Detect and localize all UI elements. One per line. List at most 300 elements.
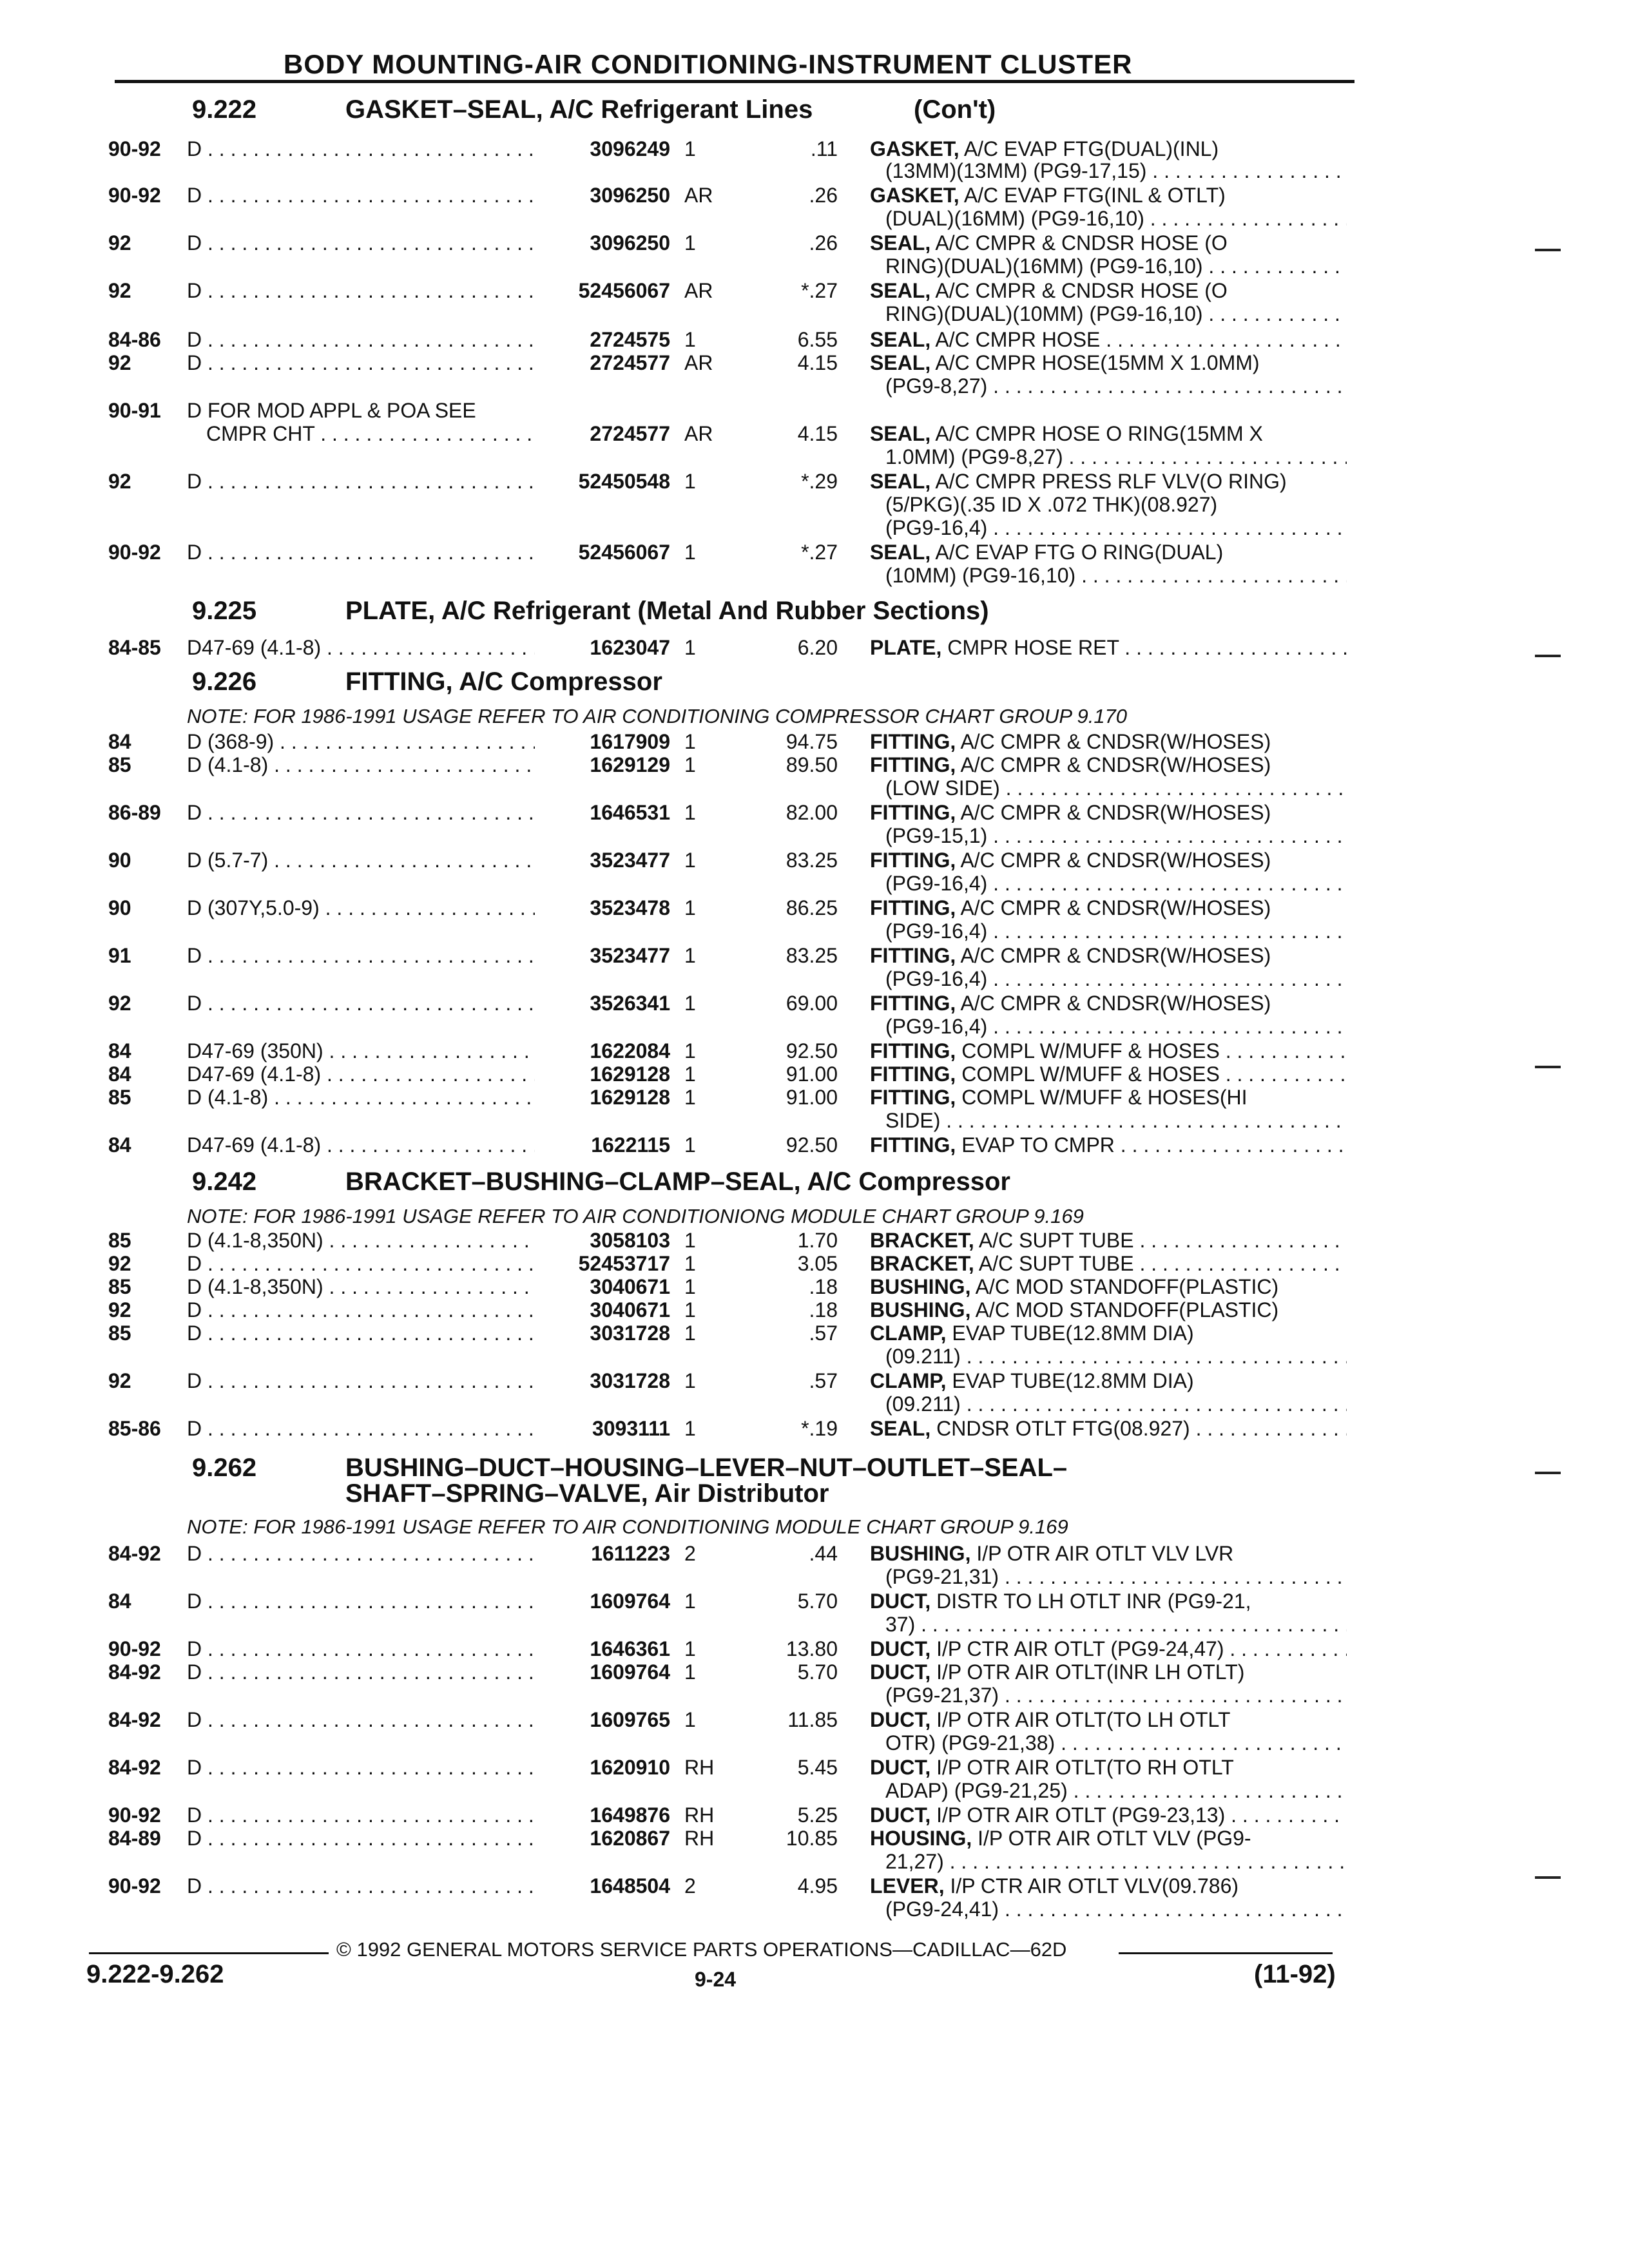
quantity: 1	[684, 1321, 696, 1345]
price: 13.80	[786, 1637, 838, 1660]
price: .26	[809, 231, 838, 255]
part-number: 1648504	[590, 1874, 670, 1898]
part-name: PLATE,	[870, 636, 942, 659]
part-number: 1646361	[590, 1637, 670, 1660]
description-line: A/C CMPR & CNDSR(W/HOSES)	[960, 801, 1271, 824]
description-line: (PG9-16,4) . . .	[885, 515, 1347, 540]
application: D . . .	[187, 183, 535, 207]
part-name: BRACKET,	[870, 1229, 974, 1252]
part-number: 3040671	[590, 1298, 670, 1321]
price: 91.00	[786, 1086, 838, 1109]
description-line: (09.211) . . .	[885, 1344, 1347, 1369]
price: 5.45	[797, 1756, 838, 1779]
part-number: 3058103	[590, 1229, 670, 1252]
part-number: 1649876	[590, 1803, 670, 1827]
description-line: RING)(DUAL)(16MM) (PG9-16,10) . . .	[885, 254, 1347, 278]
quantity: 1	[684, 231, 696, 255]
description-line: OTR) (PG9-21,38) . . .	[885, 1731, 1347, 1755]
part-name: SEAL,	[870, 231, 931, 255]
description-line: A/C EVAP FTG(DUAL)(INL)	[963, 137, 1219, 160]
part-name: DUCT,	[870, 1708, 931, 1731]
year-range: 84	[108, 1590, 131, 1613]
year-range: 85	[108, 1086, 131, 1109]
description-line: A/C CMPR & CNDSR HOSE (O	[935, 231, 1228, 255]
section-note: NOTE: FOR 1986-1991 USAGE REFER TO AIR CONDITIONING MODULE CHART GROUP 9.169	[187, 1515, 1068, 1538]
part-name: SEAL,	[870, 351, 931, 374]
description-line: I/P OTR AIR OTLT(TO LH OTLT	[936, 1708, 1231, 1731]
price: 69.00	[786, 992, 838, 1015]
price: 86.25	[786, 896, 838, 919]
part-number: 1629128	[590, 1062, 670, 1086]
section-number: 9.226	[192, 668, 257, 696]
section-number: 9.225	[192, 597, 257, 625]
application: D . . .	[187, 1755, 535, 1780]
price: 83.25	[786, 944, 838, 967]
application: D . . .	[187, 1298, 535, 1322]
description	[870, 1062, 1347, 1086]
year-range: 92	[108, 1369, 131, 1392]
description	[870, 943, 1271, 968]
application: D . . .	[187, 1707, 535, 1732]
year-range: 86-89	[108, 801, 161, 824]
description	[870, 469, 1287, 494]
description-line: I/P OTR AIR OTLT(TO RH OTLT	[936, 1756, 1234, 1779]
year-range: 90	[108, 896, 131, 919]
price: .11	[810, 137, 838, 160]
part-number: 1622084	[590, 1039, 670, 1062]
year-range: 90	[108, 849, 131, 872]
part-number: 1609764	[590, 1590, 670, 1613]
application: D (4.1-8,350N) . . .	[187, 1274, 535, 1299]
page-header-title: BODY MOUNTING-AIR CONDITIONING-INSTRUMENT CLUSTER	[284, 49, 1133, 79]
application: D (4.1-8) . . .	[187, 1085, 535, 1110]
part-number: 3040671	[590, 1275, 670, 1298]
year-range: 84	[108, 1133, 131, 1157]
footer-rule-right	[1119, 1952, 1333, 1954]
description	[870, 231, 1228, 255]
year-range: 84-85	[108, 636, 161, 659]
description	[870, 1637, 1347, 1661]
description	[870, 1755, 1234, 1780]
year-range: 84-92	[108, 1660, 161, 1684]
application: D47-69 (4.1-8) . . .	[187, 1133, 535, 1157]
description-line: A/C CMPR & CNDSR(W/HOSES)	[960, 992, 1271, 1015]
margin-tick	[1535, 1472, 1561, 1474]
quantity: 1	[684, 896, 696, 919]
description-line: COMPL W/MUFF & HOSES(HI	[961, 1086, 1248, 1109]
description-line: I/P OTR AIR OTLT (PG9-23,13)	[936, 1803, 1226, 1827]
part-number: 1620910	[590, 1756, 670, 1779]
description	[870, 1085, 1247, 1110]
quantity: AR	[684, 184, 713, 207]
part-name: SEAL,	[870, 279, 931, 302]
description	[870, 278, 1228, 303]
part-number: 3526341	[590, 992, 670, 1015]
year-range: 84-92	[108, 1756, 161, 1779]
part-number: 2724577	[590, 351, 670, 374]
part-name: FITTING,	[870, 1062, 956, 1086]
price: 83.25	[786, 849, 838, 872]
price: 1.70	[797, 1229, 838, 1252]
price: *.27	[801, 279, 838, 302]
footer-date: (11-92)	[1254, 1960, 1336, 1988]
part-number: 3523478	[590, 896, 670, 919]
part-number: 3096250	[590, 184, 670, 207]
description-line: COMPL W/MUFF & HOSES	[961, 1039, 1220, 1062]
application: D (368-9) . . .	[187, 729, 535, 754]
application: D (4.1-8,350N) . . .	[187, 1228, 535, 1253]
quantity: 1	[684, 328, 696, 351]
price: 3.05	[797, 1252, 838, 1275]
quantity: 1	[684, 753, 696, 776]
description	[870, 729, 1271, 754]
application: D FOR MOD APPL & POA SEE	[187, 399, 476, 422]
description-line: DISTR TO LH OTLT INR (PG9-21,	[936, 1590, 1251, 1613]
part-name: DUCT,	[870, 1637, 931, 1660]
description-line: RING)(DUAL)(10MM) (PG9-16,10) . . .	[885, 302, 1347, 326]
quantity: 1	[684, 137, 696, 160]
quantity: 1	[684, 1275, 696, 1298]
year-range: 92	[108, 351, 131, 374]
description-line: A/C MOD STANDOFF(PLASTIC)	[975, 1275, 1279, 1298]
application: D (4.1-8) . . .	[187, 753, 535, 777]
application: D . . .	[187, 327, 535, 352]
price: *.27	[801, 541, 838, 564]
part-name: DUCT,	[870, 1803, 931, 1827]
year-range: 92	[108, 279, 131, 302]
description-line: A/C CMPR HOSE(15MM X 1.0MM)	[935, 351, 1260, 374]
year-range: 92	[108, 470, 131, 493]
year-range: 85	[108, 1321, 131, 1345]
section-note: NOTE: FOR 1986-1991 USAGE REFER TO AIR CONDITIONIONG MODULE CHART GROUP 9.169	[187, 1205, 1084, 1227]
part-number: 3031728	[590, 1321, 670, 1345]
description	[870, 896, 1271, 920]
price: .57	[809, 1369, 838, 1392]
price: 94.75	[786, 730, 838, 753]
year-range: 91	[108, 944, 131, 967]
price: 92.50	[786, 1133, 838, 1157]
description	[870, 1660, 1244, 1684]
quantity: 2	[684, 1542, 696, 1565]
price: 92.50	[786, 1039, 838, 1062]
description-line: A/C CMPR HOSE	[935, 328, 1101, 351]
description-line: 21,27) . . .	[885, 1849, 1347, 1874]
quantity: 1	[684, 1252, 696, 1275]
description	[870, 635, 1347, 660]
application: D . . .	[187, 943, 535, 968]
part-name: FITTING,	[870, 849, 956, 872]
price: 89.50	[786, 753, 838, 776]
part-number: 1609764	[590, 1660, 670, 1684]
quantity: 1	[684, 541, 696, 564]
description-line: (09.211) . . .	[885, 1392, 1347, 1416]
year-range: 90-92	[108, 184, 161, 207]
quantity: AR	[684, 351, 713, 374]
price: .18	[809, 1275, 838, 1298]
description	[870, 1589, 1251, 1613]
description-line: (PG9-21,37) . . .	[885, 1683, 1347, 1707]
part-number: 1623047	[590, 636, 670, 659]
price: 4.15	[797, 351, 838, 374]
year-range: 92	[108, 992, 131, 1015]
footer-rule-left	[89, 1952, 329, 1954]
section-note: NOTE: FOR 1986-1991 USAGE REFER TO AIR CONDITIONING COMPRESSOR CHART GROUP 9.170	[187, 705, 1128, 727]
margin-tick	[1535, 655, 1561, 657]
section-title: FITTING, A/C Compressor	[345, 668, 662, 696]
part-name: DUCT,	[870, 1590, 931, 1613]
year-range: 84-89	[108, 1827, 161, 1850]
part-name: FITTING,	[870, 753, 956, 776]
price: 11.85	[787, 1708, 838, 1731]
part-number: 52456067	[578, 541, 670, 564]
margin-tick	[1535, 1066, 1561, 1068]
application: D . . .	[187, 800, 535, 825]
description-line: A/C CMPR & CNDSR(W/HOSES)	[960, 753, 1271, 776]
part-number: 3523477	[590, 944, 670, 967]
year-range: 90-92	[108, 1803, 161, 1827]
description	[870, 1707, 1230, 1732]
description	[870, 1541, 1233, 1566]
description-line: A/C CMPR & CNDSR(W/HOSES)	[960, 896, 1271, 919]
quantity: RH	[684, 1803, 715, 1827]
quantity: 1	[684, 1660, 696, 1684]
year-range: 90-91	[108, 399, 161, 422]
price: .18	[809, 1298, 838, 1321]
application: D . . .	[187, 1660, 535, 1684]
part-number: 1611223	[591, 1542, 670, 1565]
description-line: I/P CTR AIR OTLT VLV(09.786)	[950, 1874, 1239, 1898]
description	[870, 1369, 1194, 1393]
part-name: SEAL,	[870, 1417, 931, 1440]
description-line: A/C CMPR & CNDSR HOSE (O	[935, 279, 1228, 302]
description-line: I/P CTR AIR OTLT (PG9-24,47)	[936, 1637, 1224, 1660]
application: D . . .	[187, 231, 535, 255]
section-title: BRACKET–BUSHING–CLAMP–SEAL, A/C Compressor	[345, 1168, 1010, 1196]
part-number: 1622115	[591, 1133, 670, 1157]
description-line: (10MM) (PG9-16,10) . . .	[885, 563, 1347, 588]
application: D47-69 (350N) . . .	[187, 1039, 535, 1063]
part-name: LEVER,	[870, 1874, 945, 1898]
year-range: 90-92	[108, 541, 161, 564]
part-number: 3093111	[592, 1417, 670, 1440]
margin-tick	[1535, 249, 1561, 251]
section-number: 9.242	[192, 1168, 257, 1196]
description-line: (5/PKG)(.35 ID X .072 THK)(08.927)	[885, 493, 1218, 516]
price: *.29	[801, 470, 838, 493]
description-line: (DUAL)(16MM) (PG9-16,10) . . .	[885, 206, 1347, 231]
year-range: 84-86	[108, 328, 161, 351]
application: D . . .	[187, 469, 535, 494]
application-continued: CMPR CHT . . .	[206, 421, 535, 446]
description	[870, 1133, 1347, 1157]
quantity: 1	[684, 1086, 696, 1109]
description-line: (PG9-16,4) . . .	[885, 871, 1347, 896]
year-range: 85-86	[108, 1417, 161, 1440]
part-number: 3096250	[590, 231, 670, 255]
quantity: 1	[684, 944, 696, 967]
section-number: 9.262	[192, 1454, 257, 1482]
part-number: 1646531	[590, 801, 670, 824]
description-line: (PG9-15,1) . . .	[885, 823, 1347, 848]
application: D . . .	[187, 1369, 535, 1393]
description	[870, 1803, 1347, 1827]
description-line: (PG9-8,27) . . .	[885, 374, 1347, 398]
quantity: 1	[684, 470, 696, 493]
part-number: 2724577	[590, 422, 670, 445]
price: .57	[809, 1321, 838, 1345]
quantity: 1	[684, 1708, 696, 1731]
description-line: A/C SUPT TUBE	[978, 1252, 1134, 1275]
part-number: 3096249	[590, 137, 670, 160]
description	[870, 183, 1226, 207]
year-range: 85	[108, 1229, 131, 1252]
description-line: EVAP TO CMPR	[961, 1133, 1115, 1157]
description-line: EVAP TUBE(12.8MM DIA)	[952, 1321, 1194, 1345]
price: 82.00	[786, 801, 838, 824]
part-name: SEAL,	[870, 422, 931, 445]
description-line: A/C CMPR & CNDSR(W/HOSES)	[960, 944, 1271, 967]
price: 10.85	[786, 1827, 838, 1850]
header-rule	[115, 80, 1354, 83]
description	[870, 1228, 1347, 1253]
description-line: (PG9-24,41) . . .	[885, 1897, 1347, 1921]
year-range: 85	[108, 1275, 131, 1298]
quantity: 1	[684, 849, 696, 872]
description-line: 37) . . .	[885, 1612, 1347, 1637]
part-name: BRACKET,	[870, 1252, 974, 1275]
price: .44	[809, 1542, 838, 1565]
year-range: 84-92	[108, 1708, 161, 1731]
quantity: 1	[684, 1637, 696, 1660]
quantity: RH	[684, 1827, 715, 1850]
description	[870, 540, 1223, 564]
description	[870, 1416, 1347, 1441]
application: D . . .	[187, 1321, 535, 1345]
description-line: A/C CMPR & CNDSR(W/HOSES)	[960, 849, 1271, 872]
part-name: FITTING,	[870, 1039, 956, 1062]
description-line: (LOW SIDE) . . .	[885, 776, 1347, 800]
part-number: 3523477	[590, 849, 670, 872]
description	[870, 1321, 1194, 1345]
description	[870, 800, 1271, 825]
price: 4.15	[797, 422, 838, 445]
quantity: 1	[684, 1133, 696, 1157]
year-range: 84	[108, 730, 131, 753]
part-name: SEAL,	[870, 541, 931, 564]
description-line: A/C EVAP FTG(INL & OTLT)	[963, 184, 1226, 207]
section-title: GASKET–SEAL, A/C Refrigerant Lines	[345, 95, 813, 124]
quantity: 1	[684, 1229, 696, 1252]
part-name: FITTING,	[870, 1133, 956, 1157]
description-line: I/P OTR AIR OTLT(INR LH OTLT)	[936, 1660, 1245, 1684]
quantity: 1	[684, 1417, 696, 1440]
year-range: 92	[108, 1252, 131, 1275]
description-line: ADAP) (PG9-21,25) . . .	[885, 1778, 1347, 1803]
price: 6.55	[797, 328, 838, 351]
description	[870, 1251, 1347, 1276]
description-line: (13MM)(13MM) (PG9-17,15) . . .	[885, 159, 1347, 183]
description	[870, 848, 1271, 872]
year-range: 90-92	[108, 1874, 161, 1898]
price: *.19	[801, 1417, 838, 1440]
year-range: 92	[108, 1298, 131, 1321]
part-name: SEAL,	[870, 328, 931, 351]
part-name: HOUSING,	[870, 1827, 972, 1850]
year-range: 90-92	[108, 137, 161, 160]
part-number: 52456067	[578, 279, 670, 302]
part-number: 1617909	[590, 730, 670, 753]
description	[870, 1874, 1239, 1898]
application: D . . .	[187, 1826, 535, 1850]
part-name: BUSHING,	[870, 1298, 971, 1321]
description	[870, 421, 1263, 446]
description-line: COMPL W/MUFF & HOSES	[961, 1062, 1220, 1086]
year-range: 90-92	[108, 1637, 161, 1660]
quantity: 1	[684, 1062, 696, 1086]
price: 5.70	[797, 1660, 838, 1684]
description	[870, 1826, 1251, 1850]
part-number: 3031728	[590, 1369, 670, 1392]
description-line: CMPR HOSE RET	[947, 636, 1119, 659]
part-number: 52453717	[578, 1252, 670, 1275]
part-name: FITTING,	[870, 992, 956, 1015]
description	[870, 1298, 1278, 1322]
part-name: FITTING,	[870, 896, 956, 919]
part-name: CLAMP,	[870, 1321, 947, 1345]
part-name: FITTING,	[870, 730, 956, 753]
description-line: A/C CMPR PRESS RLF VLV(O RING)	[935, 470, 1287, 493]
application: D . . .	[187, 351, 535, 375]
section-number: 9.222	[192, 95, 257, 124]
part-name: SEAL,	[870, 470, 931, 493]
year-range: 85	[108, 753, 131, 776]
description-line: SIDE) . . .	[885, 1108, 1347, 1133]
part-number: 1629128	[590, 1086, 670, 1109]
part-name: FITTING,	[870, 1086, 956, 1109]
section-continued-label: (Con't)	[914, 95, 996, 124]
quantity: 2	[684, 1874, 696, 1898]
quantity: 1	[684, 1298, 696, 1321]
margin-tick	[1535, 1876, 1561, 1879]
description	[870, 753, 1271, 777]
quantity: 1	[684, 636, 696, 659]
application: D . . .	[187, 540, 535, 564]
part-name: FITTING,	[870, 944, 956, 967]
part-name: BUSHING,	[870, 1275, 971, 1298]
description	[870, 991, 1271, 1015]
part-name: CLAMP,	[870, 1369, 947, 1392]
footer-section-range: 9.222-9.262	[86, 1960, 224, 1988]
application: D . . .	[187, 1589, 535, 1613]
application: D . . .	[187, 1803, 535, 1827]
year-range: 84-92	[108, 1542, 161, 1565]
part-number: 2724575	[590, 328, 670, 351]
application: D (307Y,5.0-9) . . .	[187, 896, 535, 920]
quantity: 1	[684, 730, 696, 753]
quantity: AR	[684, 422, 713, 445]
description	[870, 327, 1347, 352]
application: D . . .	[187, 1541, 535, 1566]
price: .26	[809, 184, 838, 207]
price: 91.00	[786, 1062, 838, 1086]
description	[870, 137, 1219, 161]
part-name: BUSHING,	[870, 1542, 971, 1565]
description-line: I/P OTR AIR OTLT VLV (PG9-	[978, 1827, 1251, 1850]
description-line: 1.0MM) (PG9-8,27) . . .	[885, 445, 1347, 469]
description-line: CNDSR OTLT FTG(08.927)	[936, 1417, 1190, 1440]
description	[870, 1039, 1347, 1063]
footer-page-number: 9-24	[695, 1968, 737, 1991]
